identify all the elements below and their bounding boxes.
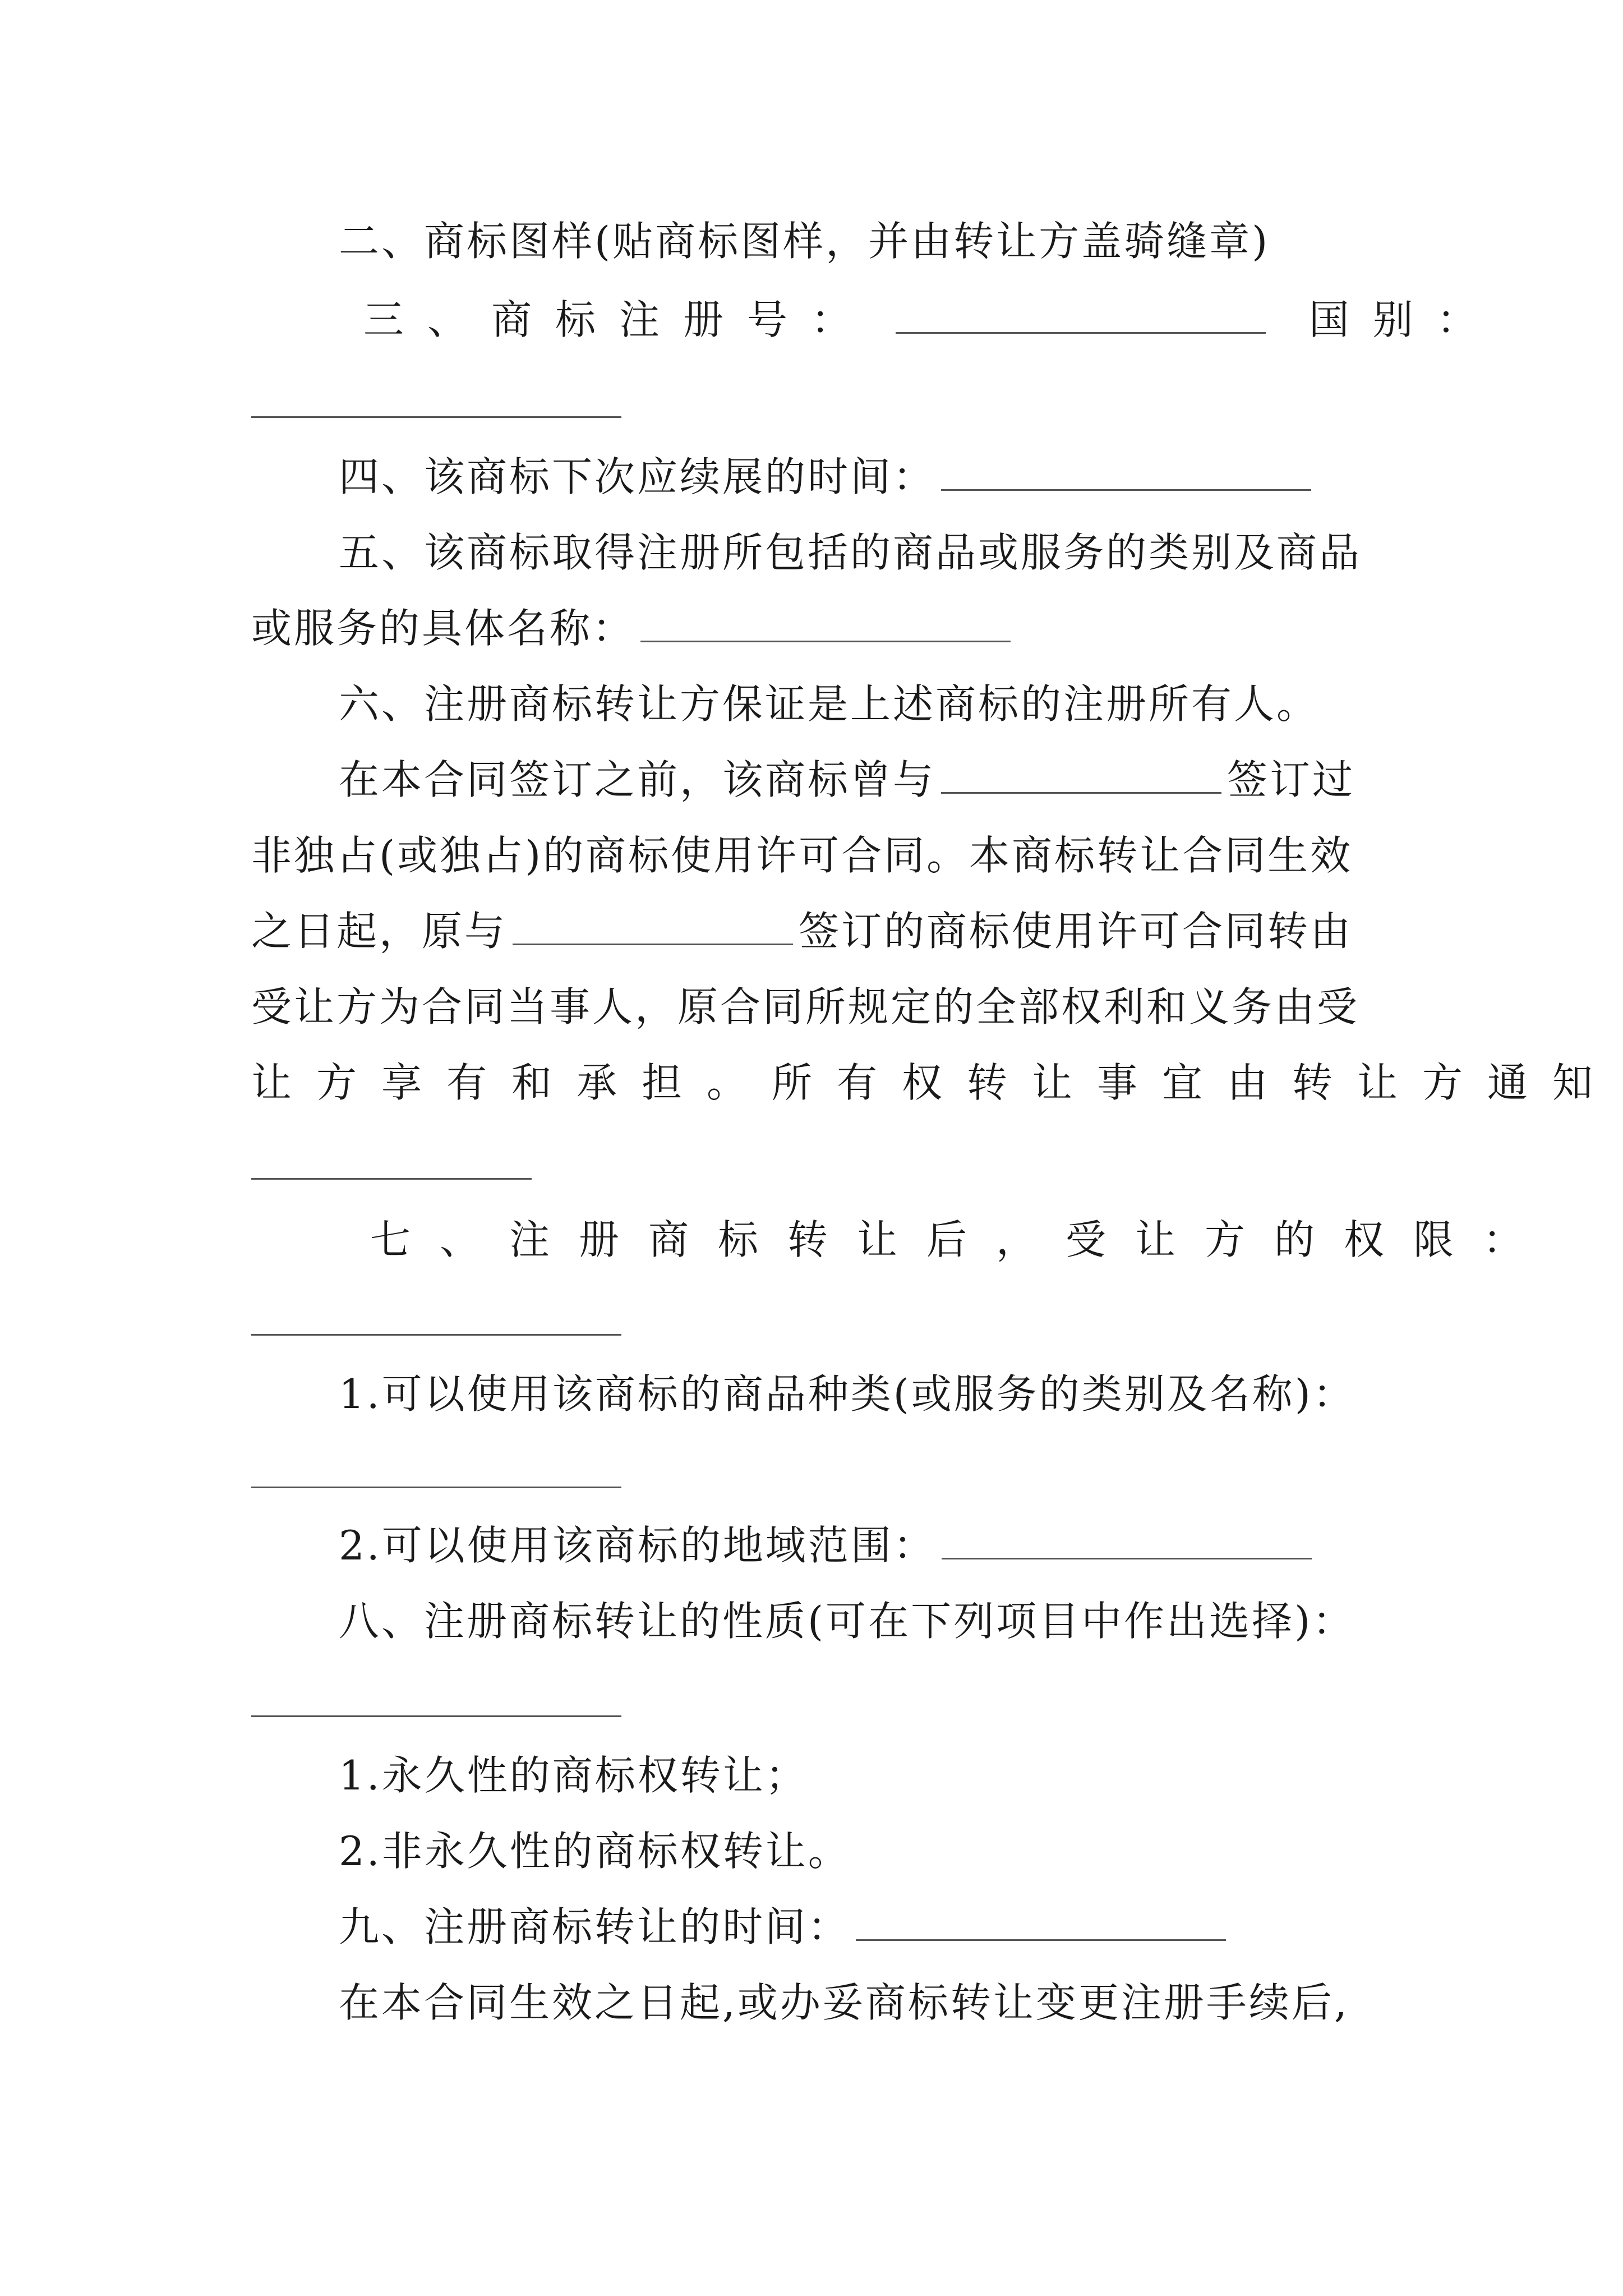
clause-8-transfer-nature: 八、注册商标转让的性质(可在下列项目中作出选择)： bbox=[339, 1598, 1355, 1645]
clause-3-registration-number bbox=[363, 292, 1501, 348]
clause-4-renewal-time bbox=[339, 449, 1317, 505]
clause-7-transferee-rights: 七、注册商标转让后，受让方的权限： bbox=[370, 1216, 1553, 1263]
license-prior-label: 在本合同签订之前，该商标曾与 bbox=[339, 756, 936, 803]
clause-7-item-1: 1.可以使用该商标的商品种类(或服务的类别及名称)： bbox=[339, 1370, 1355, 1418]
renewal-time-blank[interactable] bbox=[941, 452, 1311, 491]
transfer-time-label: 九、注册商标转让的时间： bbox=[339, 1903, 851, 1950]
registration-number-blank[interactable] bbox=[896, 295, 1266, 334]
clause-9-transfer-time bbox=[339, 1899, 1232, 1955]
clause-5-goods-services: 五、该商标取得注册所包括的商品或服务的类别及商品 bbox=[339, 529, 1362, 576]
goods-category-blank[interactable] bbox=[251, 1487, 621, 1488]
original-with-label: 之日起，原与 bbox=[251, 908, 508, 955]
clause-2-trademark-sample: 二、商标图样(贴商标图样，并由转让方盖骑缝章) bbox=[339, 218, 1270, 265]
clause-6-license-line-3 bbox=[251, 903, 1353, 959]
clause-8-option-2: 2.非永久性的商标权转让。 bbox=[339, 1828, 851, 1875]
territory-blank[interactable] bbox=[942, 1521, 1312, 1559]
clause-9-effective-date: 在本合同生效之日起,或办妥商标转让变更注册手续后, bbox=[339, 1979, 1349, 2026]
notify-party-blank[interactable] bbox=[251, 1178, 532, 1180]
license-transfer-label: 签订的商标使用许可合同转由 bbox=[799, 908, 1353, 955]
clause-7-item-2 bbox=[339, 1517, 1317, 1573]
original-licensee-blank[interactable] bbox=[513, 907, 793, 945]
clause-6-license-line-2: 非独占(或独占)的商标使用许可合同。本商标转让合同生效 bbox=[251, 832, 1353, 879]
goods-name-blank[interactable] bbox=[640, 604, 1011, 642]
clause-5-goods-services-continued bbox=[251, 600, 1016, 656]
territory-label: 2.可以使用该商标的地域范围： bbox=[339, 1522, 936, 1569]
registration-number-label: 三、商标注册号： bbox=[363, 296, 875, 343]
prior-licensee-blank[interactable] bbox=[941, 755, 1221, 794]
signed-label: 签订过 bbox=[1227, 756, 1355, 803]
transferee-rights-blank[interactable] bbox=[251, 1334, 621, 1336]
clause-6-owner-guarantee: 六、注册商标转让方保证是上述商标的注册所有人。 bbox=[339, 680, 1320, 728]
transfer-nature-blank[interactable] bbox=[251, 1715, 621, 1717]
country-label: 国别： bbox=[1308, 296, 1501, 343]
renewal-time-label: 四、该商标下次应续展的时间： bbox=[339, 453, 936, 500]
transfer-time-blank[interactable] bbox=[856, 1902, 1226, 1941]
clause-8-option-1: 1.永久性的商标权转让； bbox=[339, 1752, 808, 1799]
clause-6-license-line-4: 受让方为合同当事人，原合同所规定的全部权利和义务由受 bbox=[251, 983, 1360, 1030]
clause-6-license-line-5: 让方享有和承担。所有权转让事宜由转让方通知 bbox=[251, 1059, 1618, 1106]
goods-name-label: 或服务的具体名称： bbox=[251, 605, 635, 652]
clause-6-license-line-1 bbox=[339, 752, 1355, 808]
country-blank[interactable] bbox=[251, 416, 621, 418]
